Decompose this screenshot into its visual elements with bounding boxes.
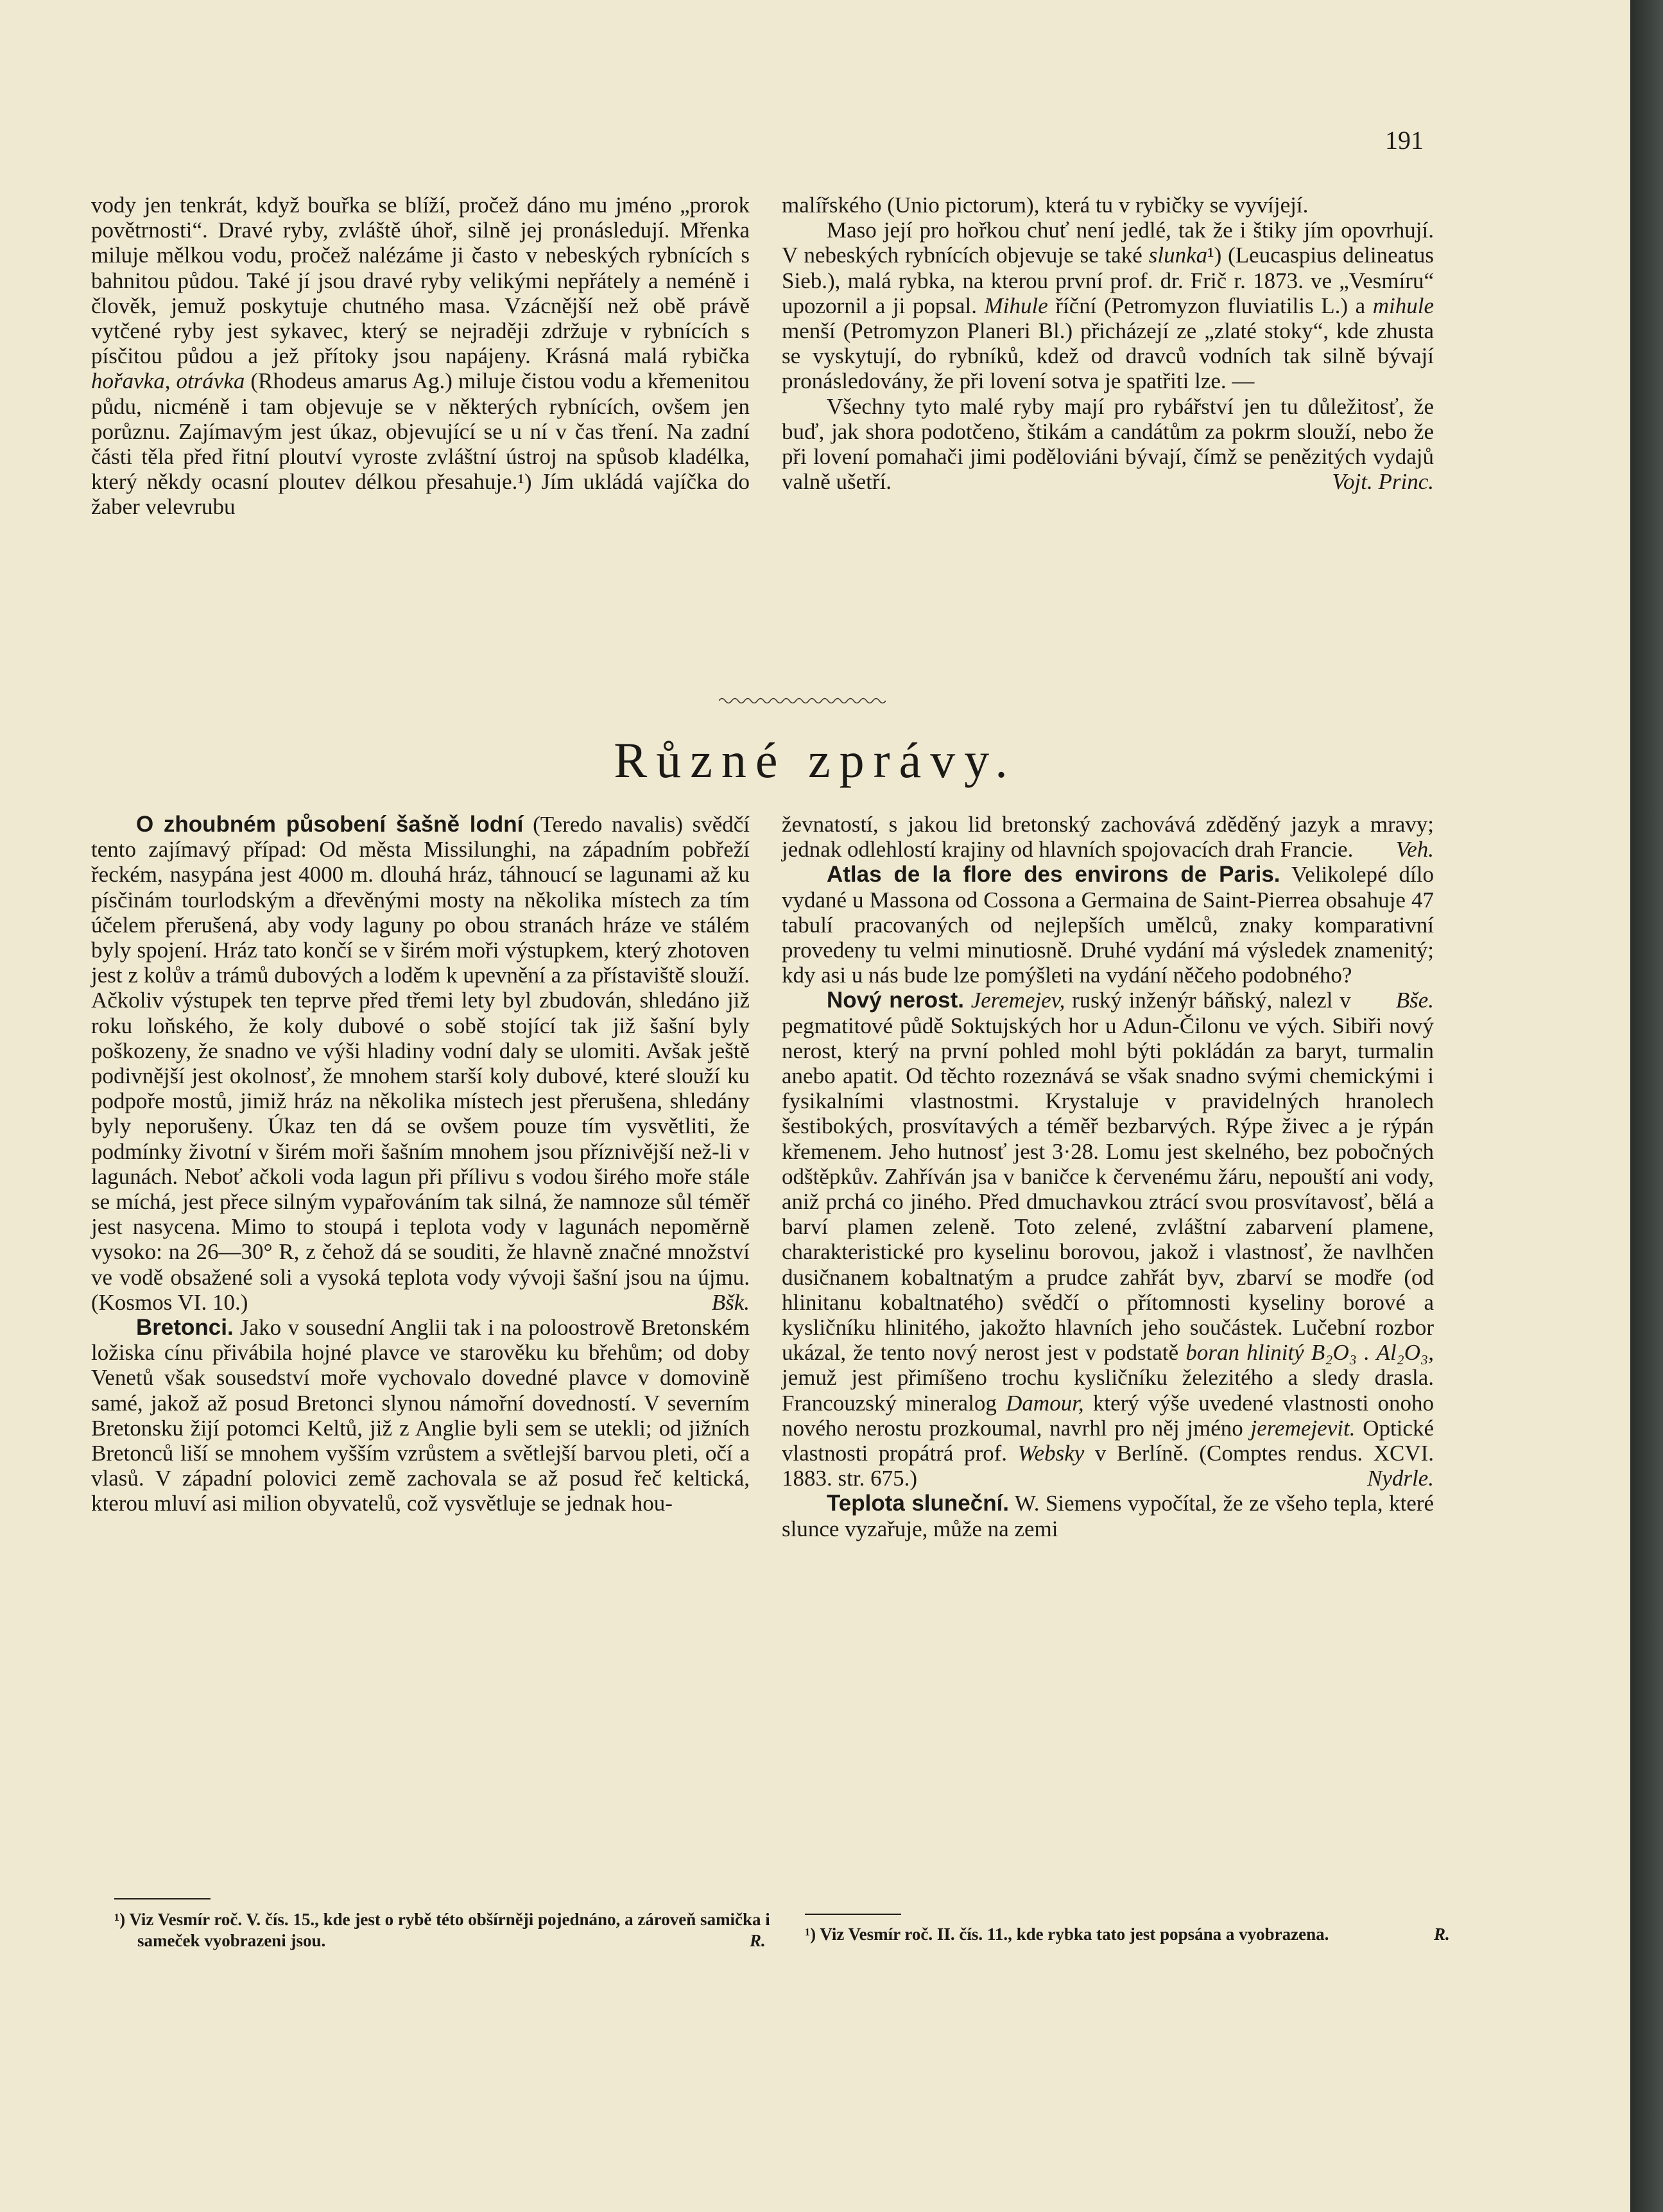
article-teredo: O zhoubném působení šašně lodní (Teredo navalis) svědčí tento zajímavý případ: Od města Missilunghi, na západním pobřeží řeckém, nasypána jest 4000 m. dlouhá hráz, táhnoucí se lagunami až ku písčinám tourlodským a dřevěnými mosty na několika místech za tím účelem přerušená, aby vody laguny po obou stranách hráze ve stálém byly spojení. Hráz tato končí se v širém moři výstupkem, který zhotoven jest z kolův a trámů dubových a loděm k upevnění a za přístaviště slouží. Ačkoliv výstupek ten teprve před třemi lety byl zbudován, shledáno již roku loňského, že koly dubové o sobě stojící tak již šašní byly poškozeny, že snadno ve výši hladiny vodní daly se ulomiti. Avšak ještě podivnější jest okolnosť, že mnohem starší koly dubové, které slouží ku podpoře mostů, jimiž hráz na několika místech jest přerušena, shledány byly neporušeny. Úkaz ten dá se ovšem pouze tím vysvětliti, že podmínky životní v širém moři šašním mnohem jsou příznivější než-li v lagunách. Neboť ačkoli voda lagun při přílivu s vodou širého moře stále se míchá, jest přece silným vypařováním tak silná, že namnoze sůl téměř jest nasycena. Mimo to stoupá i teplota vody v lagunách nepoměrně vysoko: na 26—30° R, z čehož dá se souditi, že hlavně značné množství ve vodě obsažené soli a vysoká teplota vody vývoji šašní jsou na újmu. (Kosmos VI. 10.) Bšk.: [91, 812, 750, 1315]
bottom-right-column: [782, 812, 1434, 1541]
bottom-left-column: [91, 812, 750, 1516]
paragraph: Všechny tyto malé ryby mají pro rybářství jen tu důležitosť, že buď, jak shora podotčeno, štikám a candátům za pokrm slouží, nebo že při lovení pomahači jimi poděloviáni bývají, čímž se penězitých vydajů valně ušetří. Vojt. Princ.: [782, 393, 1434, 495]
ornament-divider: [719, 696, 886, 705]
page-number: 191: [1385, 126, 1424, 155]
paragraph: Maso její pro hořkou chuť není jedlé, tak že i štiky jím opovrhují. V nebeských rybnících objevuje se také slunka¹) (Leucaspius delineatus Sieb.), malá rybka, na kterou první prof. dr. Frič r. 1873. ve „Vesmíru“ upozornil a ji popsal. Mihule říční (Petromyzon fluviatilis L.) a mihule menší (Petromyzon Planeri Bl.) přicházejí ze „zlaté stoky“, kde zhusta se vyskytují, do rybníků, kdež od dravců vodních tak silně bývají pronásledovány, že při lovení sotva je spatřiti lze. —: [782, 218, 1434, 394]
paragraph: vody jen tenkrát, když bouřka se blíží, pročež dáno mu jméno „prorok povětrnosti“. Dravé ryby, zvláště úhoř, silně jej pronásledují. Mřenka miluje mělkou vodu, pročež nalézáme ji často v nebeských rybnících s bahnitou půdou. Také jí jsou dravé ryby velikými nepřátely a neméně i člověk, jemuž poskytuje chutného masa. Vzácnější než obě právě vytčené ryby jest sykavec, který se nejraději zdržuje v rybnících s písčitou půdou a jež přítoky jsou napájeny. Krásná malá rybička hořavka, otrávka (Rhodeus amarus Ag.) miluje čistou vodu a křemenitou půdu, nicméně i tam objevuje se v některých rybnících, ovšem jen porůznu. Zajímavým jest úkaz, objevující se u ní v čas tření. Na zadní části těla před řitní ploutví vyroste zvláštní ústroj na spůsob kladélka, který někdy ocasní ploutev délkou přesahuje.¹) Jím ukládá vajíčka do žaber velevrubu: [91, 193, 750, 520]
article-heading: O zhoubném působení šašně lodní: [136, 812, 524, 837]
section-title: Různé zprávy.: [614, 732, 1017, 788]
signature: Nydrle.: [1366, 1466, 1434, 1491]
article-heading: Nový nerost.: [827, 988, 964, 1013]
article-novy-nerost: Nový nerost. Jeremejev, ruský inženýr báňský, nalezl v pegmatitové půdě Soktujských hor u Adun-Čilonu ve vých. Sibiři nový nerost, který na první pohled mohl býti pokládán za baryt, turmalin anebo apatit. Od těchto rozeznává se však snadno svými chemickými i fysikalními vlastnostmi. Krystaluje v pravidelných hranolech šestibokých, prosvítavých a téměř bezbarvých. Rýpe živec a je rýpán křemenem. Jeho hutnosť jest 3·28. Lomu jest skelného, bez pobočných odštěpkův. Zahříván jsa v baničce k červenému žáru, nepouští ani vody, aniž prchá co jiného. Před dmuchavkou ztrácí svou prosvítavosť, bělá a barví plamen zeleně. Toto zelené, zvláštní zabarvení plamene, charakteristické pro kyselinu borovou, jakož i vlastnosť, že navlhčen dusičnanem kobaltnatým a prudce zahřát byv, zbarví se modře (od hlinitanu kobaltnatého) svědčí o přítomnosti kyseliny borové a kysličníku hlinitého, jakožto hlavních jeho součástek. Lučební rozbor ukázal, že tento nový nerost jest v podstatě boran hlinitý B₂O₃ . Al₂O₃, jemuž jest přimíšeno trochu kysličníku železitého a sledy drasla. Francouzský mineralog Damour, který výše uvedené vlastnosti onoho nového nerostu prozkoumal, navrhl pro něj jméno jeremejevit. Optické vlastnosti propátrá prof. Websky v Berlíně. (Comptes rendus. XCVI. 1883. str. 675.) Nydrle.: [782, 988, 1435, 1491]
paragraph: malířského (Unio pictorum), která tu v rybičky se vyvíjejí.: [782, 193, 1309, 218]
footnote-left: ¹) Viz Vesmír roč. V. čís. 15., kde jest o rybě této obšírněji pojednáno, a zároveň samička i sameček vyobrazeni jsou. R.: [114, 1910, 770, 1950]
scan-edge: [1630, 0, 1663, 2212]
article-heading: Atlas de la flore des environs de Paris.: [827, 862, 1280, 887]
article-teplota: Teplota sluneční. W. Siemens vypočítal, že ze všeho tepla, které slunce vyzařuje, může na zemi: [782, 1491, 1434, 1541]
signature: Bšk.: [711, 1289, 750, 1315]
article-atlas: Atlas de la flore des environs de Paris. Velikolepé dílo vydané u Massona od Cossona a Germaina de Saint-Pierrea obsahuje 47 tabulí pracovaných od nejlepších umělců, znaky komparativní provedeny tu velmi minutiosně. Druhé vydání má výsledek znamenitý; kdy asi u nás bude lze pomýšleti na vydání něčeho podobného? Bše.: [782, 862, 1434, 1013]
article-bretonci-cont: ževnatostí, s jakou lid bretonský zachovává zděděný jazyk a mravy; jednak odlehlostí krajiny od hlavních spojovacích drah Francie. Veh.: [782, 812, 1434, 862]
top-left-column: [91, 193, 750, 520]
article-heading: Teplota sluneční.: [827, 1491, 1010, 1516]
signature: Bše.: [1395, 988, 1434, 1013]
article-heading: Bretonci.: [136, 1315, 234, 1341]
signature: Veh.: [1395, 837, 1434, 862]
signature: Vojt. Princ.: [1332, 469, 1434, 495]
footnote-rule: [114, 1898, 211, 1899]
footnote-rule: [805, 1914, 901, 1915]
article-bretonci: Bretonci. Jako v sousední Anglii tak i na poloostrově Bretonském ložiska cínu přivábila hojné plavce ve starověku ku břehům; od doby Venetů však sousedství moře vychovalo dovedné plavce v domovině samé, jakož až posud Bretonci slynou námořní dovedností. V severním Bretonsku žijí potomci Keltů, již z Anglie byli sem se utekli; od jižních Bretonců liší se mnohem vyšším vzrůstem a světlejší barvou pleti, očí a vlasů. V západní polovici země zachovala se až posud řeč keltická, kterou mluví asi milion obyvatelů, což vysvětluje se jednak hou-: [91, 1315, 750, 1516]
top-right-column: [782, 193, 1434, 494]
footnote-right: ¹) Viz Vesmír roč. II. čís. 11., kde rybka tato jest popsána a vyobrazena. R.: [805, 1925, 1450, 1944]
